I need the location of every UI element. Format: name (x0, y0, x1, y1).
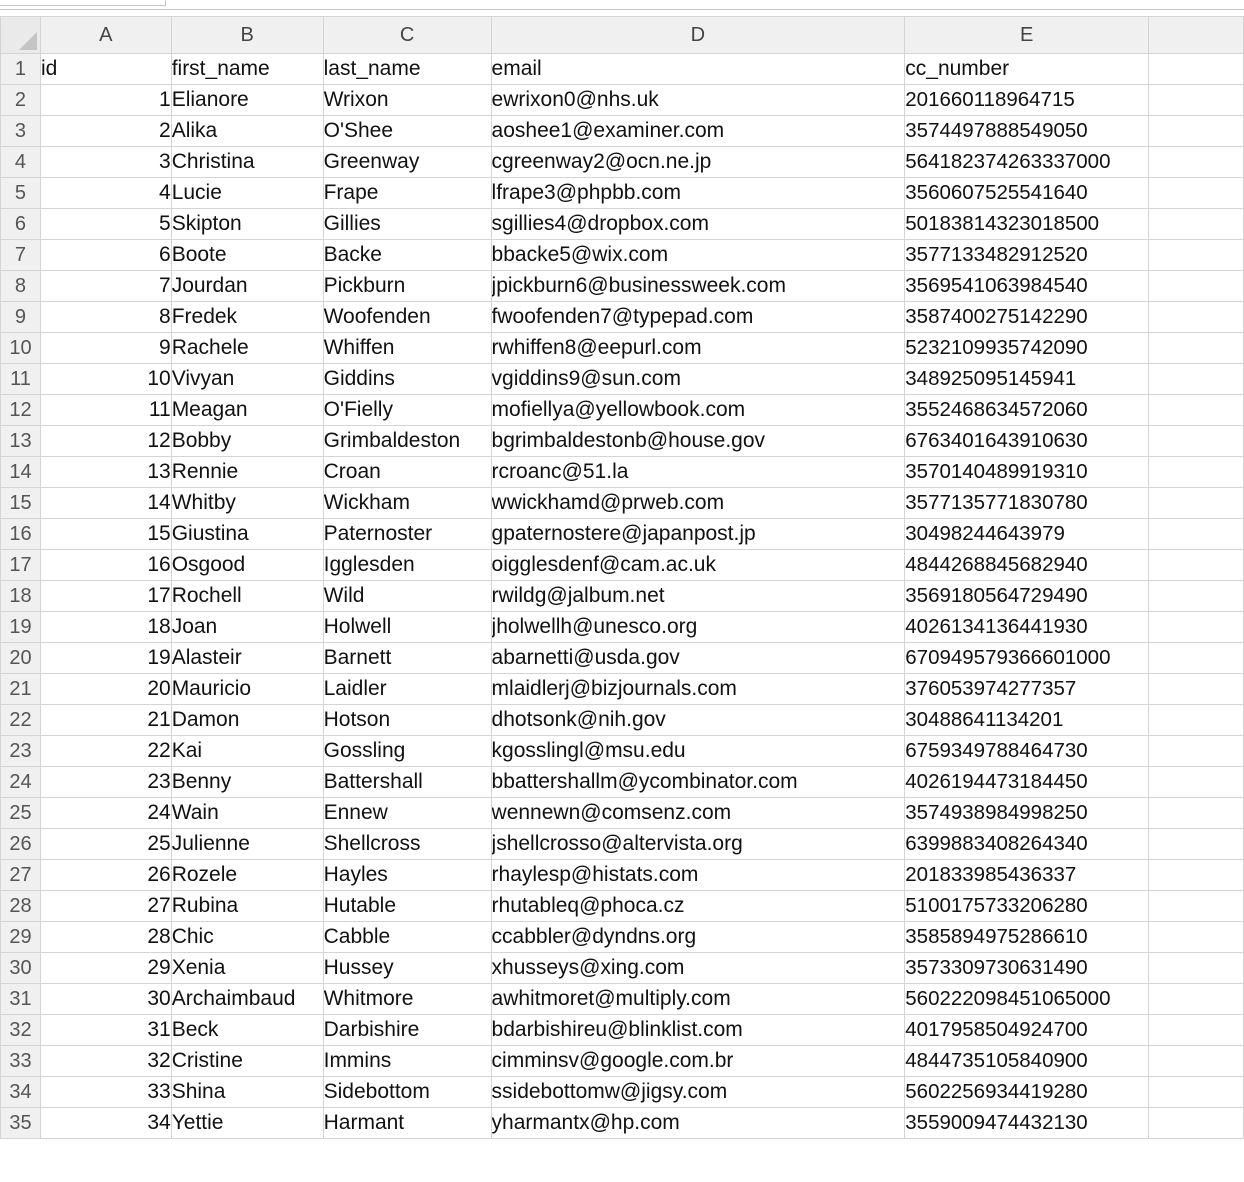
cell-email[interactable]: wwickhamd@prweb.com (491, 488, 905, 519)
cell-empty[interactable] (1149, 550, 1244, 581)
cell-cc-number[interactable]: 4844735105840900 (905, 1046, 1149, 1077)
cell-last-name[interactable]: Igglesden (323, 550, 491, 581)
row-header[interactable]: 27 (1, 860, 41, 891)
cell-cc-number[interactable]: 3574497888549050 (905, 116, 1149, 147)
table-row (1, 891, 1244, 922)
cell-cc-number[interactable]: 6759349788464730 (905, 736, 1149, 767)
cell-last-name[interactable]: O'Shee (323, 116, 491, 147)
column-header-d[interactable]: D (491, 17, 905, 54)
cell-last-name-header[interactable]: last_name (323, 54, 491, 85)
cell-first-name[interactable]: Benny (171, 767, 323, 798)
row-header[interactable]: 12 (1, 395, 41, 426)
table-row (1, 54, 1244, 85)
cell-email[interactable]: vgiddins9@sun.com (491, 364, 905, 395)
cell-last-name[interactable]: O'Fielly (323, 395, 491, 426)
cell-last-name[interactable]: Paternoster (323, 519, 491, 550)
row-header[interactable]: 16 (1, 519, 41, 550)
cell-empty[interactable] (1149, 953, 1244, 984)
cell-cc-number[interactable]: 3559009474432130 (905, 1108, 1149, 1139)
cell-email[interactable]: rwildg@jalbum.net (491, 581, 905, 612)
cell-id[interactable]: 1 (40, 85, 171, 116)
cell-id[interactable]: 24 (40, 798, 171, 829)
cell-id[interactable]: 16 (40, 550, 171, 581)
cell-cc-number[interactable]: 201660118964715 (905, 85, 1149, 116)
table-row (1, 798, 1244, 829)
cell-last-name[interactable]: Whitmore (323, 984, 491, 1015)
cell-email-header[interactable]: email (491, 54, 905, 85)
column-header-row (1, 17, 1244, 54)
cell-empty[interactable] (1149, 984, 1244, 1015)
row-header[interactable]: 35 (1, 1108, 41, 1139)
cell-last-name[interactable]: Hayles (323, 860, 491, 891)
cell-empty[interactable] (1149, 643, 1244, 674)
table-row (1, 1046, 1244, 1077)
cell-empty[interactable] (1149, 767, 1244, 798)
row-header[interactable]: 4 (1, 147, 41, 178)
cell-last-name[interactable]: Gossling (323, 736, 491, 767)
cell-email[interactable]: awhitmoret@multiply.com (491, 984, 905, 1015)
cell-email[interactable]: rhaylesp@histats.com (491, 860, 905, 891)
cell-id[interactable]: 31 (40, 1015, 171, 1046)
cell-cc-number[interactable]: 3577135771830780 (905, 488, 1149, 519)
cell-id[interactable]: 29 (40, 953, 171, 984)
table-row (1, 519, 1244, 550)
cell-first-name[interactable]: Skipton (171, 209, 323, 240)
cell-id[interactable]: 17 (40, 581, 171, 612)
table-row (1, 85, 1244, 116)
table-row (1, 953, 1244, 984)
cell-empty[interactable] (1149, 488, 1244, 519)
table-row (1, 674, 1244, 705)
row-header[interactable]: 13 (1, 426, 41, 457)
cell-last-name[interactable]: Ennew (323, 798, 491, 829)
cell-first-name[interactable]: Yettie (171, 1108, 323, 1139)
cell-first-name[interactable]: Giustina (171, 519, 323, 550)
cell-cc-number[interactable]: 670949579366601000 (905, 643, 1149, 674)
cell-email[interactable]: sgillies4@dropbox.com (491, 209, 905, 240)
cell-email[interactable]: cgreenway2@ocn.ne.jp (491, 147, 905, 178)
cell-id[interactable]: 23 (40, 767, 171, 798)
cell-last-name[interactable]: Hutable (323, 891, 491, 922)
cell-id[interactable]: 11 (40, 395, 171, 426)
cell-cc-number[interactable]: 376053974277357 (905, 674, 1149, 705)
table-row (1, 984, 1244, 1015)
cell-first-name[interactable]: Kai (171, 736, 323, 767)
column-header-f-partial[interactable] (1149, 17, 1244, 54)
cell-email[interactable]: rhutableq@phoca.cz (491, 891, 905, 922)
select-all-corner[interactable] (1, 17, 41, 54)
cell-email[interactable]: aoshee1@examiner.com (491, 116, 905, 147)
cell-last-name[interactable]: Frape (323, 178, 491, 209)
cell-last-name[interactable]: Greenway (323, 147, 491, 178)
table-row (1, 302, 1244, 333)
cell-cc-number[interactable]: 348925095145941 (905, 364, 1149, 395)
cell-cc-number[interactable]: 560222098451065000 (905, 984, 1149, 1015)
column-header-a[interactable]: A (40, 17, 171, 54)
cell-email[interactable]: ewrixon0@nhs.uk (491, 85, 905, 116)
cell-empty[interactable] (1149, 1108, 1244, 1139)
cell-email[interactable]: jpickburn6@businessweek.com (491, 271, 905, 302)
row-header[interactable]: 28 (1, 891, 41, 922)
cell-cc-number[interactable]: 50183814323018500 (905, 209, 1149, 240)
cell-email[interactable]: dhotsonk@nih.gov (491, 705, 905, 736)
row-header[interactable]: 18 (1, 581, 41, 612)
cell-cc-number[interactable]: 4026194473184450 (905, 767, 1149, 798)
cell-last-name[interactable]: Wrixon (323, 85, 491, 116)
cell-id[interactable]: 8 (40, 302, 171, 333)
cell-last-name[interactable]: Darbishire (323, 1015, 491, 1046)
row-header[interactable]: 34 (1, 1077, 41, 1108)
column-header-e[interactable]: E (905, 17, 1149, 54)
row-header[interactable]: 7 (1, 240, 41, 271)
cell-empty[interactable] (1149, 457, 1244, 488)
row-header[interactable]: 19 (1, 612, 41, 643)
cell-first-name[interactable]: Meagan (171, 395, 323, 426)
cell-id[interactable]: 9 (40, 333, 171, 364)
table-row (1, 333, 1244, 364)
cell-last-name[interactable]: Immins (323, 1046, 491, 1077)
cell-cc-number[interactable]: 5602256934419280 (905, 1077, 1149, 1108)
cell-id[interactable]: 2 (40, 116, 171, 147)
cell-cc-number[interactable]: 30488641134201 (905, 705, 1149, 736)
cell-empty[interactable] (1149, 705, 1244, 736)
cell-email[interactable]: abarnetti@usda.gov (491, 643, 905, 674)
cell-empty[interactable] (1149, 922, 1244, 953)
cell-empty[interactable] (1149, 829, 1244, 860)
cell-last-name[interactable]: Shellcross (323, 829, 491, 860)
cell-last-name[interactable]: Wild (323, 581, 491, 612)
name-box-edge (0, 0, 166, 6)
cell-last-name[interactable]: Woofenden (323, 302, 491, 333)
cell-empty[interactable] (1149, 54, 1244, 85)
row-header[interactable]: 8 (1, 271, 41, 302)
cell-empty[interactable] (1149, 240, 1244, 271)
cell-last-name[interactable]: Cabble (323, 922, 491, 953)
cell-email[interactable]: yharmantx@hp.com (491, 1108, 905, 1139)
cell-last-name[interactable]: Battershall (323, 767, 491, 798)
cell-email[interactable]: oigglesdenf@cam.ac.uk (491, 550, 905, 581)
cell-email[interactable]: lfrape3@phpbb.com (491, 178, 905, 209)
cell-last-name[interactable]: Backe (323, 240, 491, 271)
cell-id[interactable]: 26 (40, 860, 171, 891)
cell-first-name[interactable]: Boote (171, 240, 323, 271)
cell-first-name[interactable]: Rozele (171, 860, 323, 891)
cell-cc-number[interactable]: 3569541063984540 (905, 271, 1149, 302)
cell-empty[interactable] (1149, 798, 1244, 829)
cell-cc-number-header[interactable]: cc_number (905, 54, 1149, 85)
table-row (1, 922, 1244, 953)
cell-first-name[interactable]: Rubina (171, 891, 323, 922)
cell-id[interactable]: 5 (40, 209, 171, 240)
cell-email[interactable]: ssidebottomw@jigsy.com (491, 1077, 905, 1108)
cell-email[interactable]: bgrimbaldestonb@house.gov (491, 426, 905, 457)
cell-last-name[interactable]: Sidebottom (323, 1077, 491, 1108)
cell-empty[interactable] (1149, 302, 1244, 333)
cell-cc-number[interactable]: 5232109935742090 (905, 333, 1149, 364)
cell-first-name[interactable]: Alika (171, 116, 323, 147)
cell-cc-number[interactable]: 30498244643979 (905, 519, 1149, 550)
cell-cc-number[interactable]: 564182374263337000 (905, 147, 1149, 178)
cell-cc-number[interactable]: 4026134136441930 (905, 612, 1149, 643)
cell-email[interactable]: xhusseys@xing.com (491, 953, 905, 984)
cell-email[interactable]: rcroanc@51.la (491, 457, 905, 488)
cell-email[interactable]: jholwellh@unesco.org (491, 612, 905, 643)
row-header[interactable]: 25 (1, 798, 41, 829)
cell-cc-number[interactable]: 5100175733206280 (905, 891, 1149, 922)
cell-first-name[interactable]: Beck (171, 1015, 323, 1046)
cell-empty[interactable] (1149, 1046, 1244, 1077)
row-header[interactable]: 32 (1, 1015, 41, 1046)
cell-first-name[interactable]: Cristine (171, 1046, 323, 1077)
table-row (1, 116, 1244, 147)
cell-first-name[interactable]: Whitby (171, 488, 323, 519)
cell-email[interactable]: jshellcrosso@altervista.org (491, 829, 905, 860)
cell-cc-number[interactable]: 6763401643910630 (905, 426, 1149, 457)
cell-last-name[interactable]: Laidler (323, 674, 491, 705)
cell-cc-number[interactable]: 3573309730631490 (905, 953, 1149, 984)
cell-empty[interactable] (1149, 271, 1244, 302)
cell-empty[interactable] (1149, 674, 1244, 705)
cell-empty[interactable] (1149, 581, 1244, 612)
row-header[interactable]: 26 (1, 829, 41, 860)
row-header[interactable]: 21 (1, 674, 41, 705)
cell-first-name[interactable]: Christina (171, 147, 323, 178)
row-header[interactable]: 31 (1, 984, 41, 1015)
row-header[interactable]: 20 (1, 643, 41, 674)
row-header[interactable]: 3 (1, 116, 41, 147)
cell-id[interactable]: 21 (40, 705, 171, 736)
column-header-c[interactable]: C (323, 17, 491, 54)
cell-id[interactable]: 6 (40, 240, 171, 271)
table-row (1, 364, 1244, 395)
table-row (1, 178, 1244, 209)
cell-last-name[interactable]: Giddins (323, 364, 491, 395)
cell-first-name[interactable]: Rennie (171, 457, 323, 488)
select-all-triangle-icon (19, 32, 37, 50)
cell-empty[interactable] (1149, 736, 1244, 767)
cell-first-name[interactable]: Rachele (171, 333, 323, 364)
cell-first-name[interactable]: Alasteir (171, 643, 323, 674)
row-header[interactable]: 14 (1, 457, 41, 488)
cell-email[interactable]: fwoofenden7@typepad.com (491, 302, 905, 333)
cell-id[interactable]: 19 (40, 643, 171, 674)
top-toolbar-strip (0, 0, 1244, 10)
cell-first-name[interactable]: Vivyan (171, 364, 323, 395)
cell-email[interactable]: wennewn@comsenz.com (491, 798, 905, 829)
cell-last-name[interactable]: Grimbaldeston (323, 426, 491, 457)
row-header[interactable]: 1 (1, 54, 41, 85)
cell-email[interactable]: ccabbler@dyndns.org (491, 922, 905, 953)
cell-first-name[interactable]: Osgood (171, 550, 323, 581)
cell-first-name[interactable]: Wain (171, 798, 323, 829)
row-header[interactable]: 24 (1, 767, 41, 798)
cell-first-name[interactable]: Jourdan (171, 271, 323, 302)
cell-first-name[interactable]: Xenia (171, 953, 323, 984)
cell-email[interactable]: bbacke5@wix.com (491, 240, 905, 271)
table-row (1, 240, 1244, 271)
cell-last-name[interactable]: Pickburn (323, 271, 491, 302)
cell-first-name[interactable]: Archaimbaud (171, 984, 323, 1015)
table-row (1, 736, 1244, 767)
table-row (1, 612, 1244, 643)
cell-empty[interactable] (1149, 860, 1244, 891)
cell-first-name[interactable]: Joan (171, 612, 323, 643)
table-row (1, 271, 1244, 302)
cell-cc-number[interactable]: 3569180564729490 (905, 581, 1149, 612)
row-header[interactable]: 33 (1, 1046, 41, 1077)
table-row (1, 860, 1244, 891)
cell-email[interactable]: rwhiffen8@eepurl.com (491, 333, 905, 364)
cell-cc-number[interactable]: 3587400275142290 (905, 302, 1149, 333)
table-row (1, 643, 1244, 674)
cell-empty[interactable] (1149, 519, 1244, 550)
cell-id[interactable]: 15 (40, 519, 171, 550)
cell-first-name[interactable]: Fredek (171, 302, 323, 333)
cell-first-name[interactable]: Lucie (171, 178, 323, 209)
cell-empty[interactable] (1149, 1077, 1244, 1108)
cell-first-name[interactable]: Elianore (171, 85, 323, 116)
table-row (1, 705, 1244, 736)
cell-cc-number[interactable]: 3560607525541640 (905, 178, 1149, 209)
cell-last-name[interactable]: Hussey (323, 953, 491, 984)
cell-first-name-header[interactable]: first_name (171, 54, 323, 85)
cell-empty[interactable] (1149, 395, 1244, 426)
row-header[interactable]: 22 (1, 705, 41, 736)
cell-empty[interactable] (1149, 85, 1244, 116)
cell-email[interactable]: bbattershallm@ycombinator.com (491, 767, 905, 798)
cell-id[interactable]: 3 (40, 147, 171, 178)
column-header-b[interactable]: B (171, 17, 323, 54)
cell-email[interactable]: kgosslingl@msu.edu (491, 736, 905, 767)
cell-empty[interactable] (1149, 612, 1244, 643)
cell-email[interactable]: cimminsv@google.com.br (491, 1046, 905, 1077)
row-header[interactable]: 9 (1, 302, 41, 333)
table-row (1, 829, 1244, 860)
row-header[interactable]: 11 (1, 364, 41, 395)
cell-cc-number[interactable]: 201833985436337 (905, 860, 1149, 891)
table-row (1, 550, 1244, 581)
row-header[interactable]: 17 (1, 550, 41, 581)
cell-empty[interactable] (1149, 209, 1244, 240)
cell-cc-number[interactable]: 3585894975286610 (905, 922, 1149, 953)
cell-empty[interactable] (1149, 364, 1244, 395)
cell-first-name[interactable]: Shina (171, 1077, 323, 1108)
cell-last-name[interactable]: Gillies (323, 209, 491, 240)
table-row (1, 1077, 1244, 1108)
row-header[interactable]: 5 (1, 178, 41, 209)
cell-email[interactable]: bdarbishireu@blinklist.com (491, 1015, 905, 1046)
cell-id[interactable]: 25 (40, 829, 171, 860)
row-header[interactable]: 23 (1, 736, 41, 767)
cell-last-name[interactable]: Barnett (323, 643, 491, 674)
table-row (1, 426, 1244, 457)
table-row (1, 209, 1244, 240)
cell-id[interactable]: 10 (40, 364, 171, 395)
cell-id[interactable]: 27 (40, 891, 171, 922)
cell-empty[interactable] (1149, 333, 1244, 364)
cell-email[interactable]: mofiellya@yellowbook.com (491, 395, 905, 426)
cell-last-name[interactable]: Whiffen (323, 333, 491, 364)
table-row (1, 488, 1244, 519)
row-header[interactable]: 10 (1, 333, 41, 364)
cell-last-name[interactable]: Holwell (323, 612, 491, 643)
cell-first-name[interactable]: Chic (171, 922, 323, 953)
cell-id[interactable]: 7 (40, 271, 171, 302)
cell-id[interactable]: 28 (40, 922, 171, 953)
cell-last-name[interactable]: Wickham (323, 488, 491, 519)
table-row (1, 767, 1244, 798)
row-header[interactable]: 6 (1, 209, 41, 240)
cell-id[interactable]: 4 (40, 178, 171, 209)
cell-first-name[interactable]: Bobby (171, 426, 323, 457)
cell-first-name[interactable]: Mauricio (171, 674, 323, 705)
cell-empty[interactable] (1149, 1015, 1244, 1046)
spreadsheet-grid[interactable] (0, 16, 1244, 1139)
cell-id[interactable]: 32 (40, 1046, 171, 1077)
cell-id[interactable]: 14 (40, 488, 171, 519)
cell-id[interactable]: 33 (40, 1077, 171, 1108)
cell-id[interactable]: 18 (40, 612, 171, 643)
cell-empty[interactable] (1149, 116, 1244, 147)
row-header[interactable]: 15 (1, 488, 41, 519)
cell-email[interactable]: gpaternostere@japanpost.jp (491, 519, 905, 550)
cell-cc-number[interactable]: 6399883408264340 (905, 829, 1149, 860)
cell-id[interactable]: 22 (40, 736, 171, 767)
cell-id[interactable]: 20 (40, 674, 171, 705)
cell-cc-number[interactable]: 4017958504924700 (905, 1015, 1149, 1046)
cell-last-name[interactable]: Hotson (323, 705, 491, 736)
table-row (1, 457, 1244, 488)
table-row (1, 395, 1244, 426)
cell-cc-number[interactable]: 3574938984998250 (905, 798, 1149, 829)
cell-cc-number[interactable]: 3577133482912520 (905, 240, 1149, 271)
cell-cc-number[interactable]: 3552468634572060 (905, 395, 1149, 426)
cell-empty[interactable] (1149, 178, 1244, 209)
cell-id[interactable]: 30 (40, 984, 171, 1015)
row-header[interactable]: 2 (1, 85, 41, 116)
cell-last-name[interactable]: Harmant (323, 1108, 491, 1139)
cell-id-header[interactable]: id (40, 54, 171, 85)
cell-id[interactable]: 34 (40, 1108, 171, 1139)
cell-cc-number[interactable]: 4844268845682940 (905, 550, 1149, 581)
row-header[interactable]: 29 (1, 922, 41, 953)
table-row (1, 581, 1244, 612)
cell-last-name[interactable]: Croan (323, 457, 491, 488)
table-row (1, 147, 1244, 178)
table-row (1, 1015, 1244, 1046)
row-header[interactable]: 30 (1, 953, 41, 984)
cell-email[interactable]: mlaidlerj@bizjournals.com (491, 674, 905, 705)
cell-empty[interactable] (1149, 147, 1244, 178)
cell-cc-number[interactable]: 3570140489919310 (905, 457, 1149, 488)
table-row (1, 1108, 1244, 1139)
cell-first-name[interactable]: Julienne (171, 829, 323, 860)
cell-first-name[interactable]: Rochell (171, 581, 323, 612)
cell-empty[interactable] (1149, 891, 1244, 922)
cell-first-name[interactable]: Damon (171, 705, 323, 736)
cell-empty[interactable] (1149, 426, 1244, 457)
cell-id[interactable]: 13 (40, 457, 171, 488)
cell-id[interactable]: 12 (40, 426, 171, 457)
